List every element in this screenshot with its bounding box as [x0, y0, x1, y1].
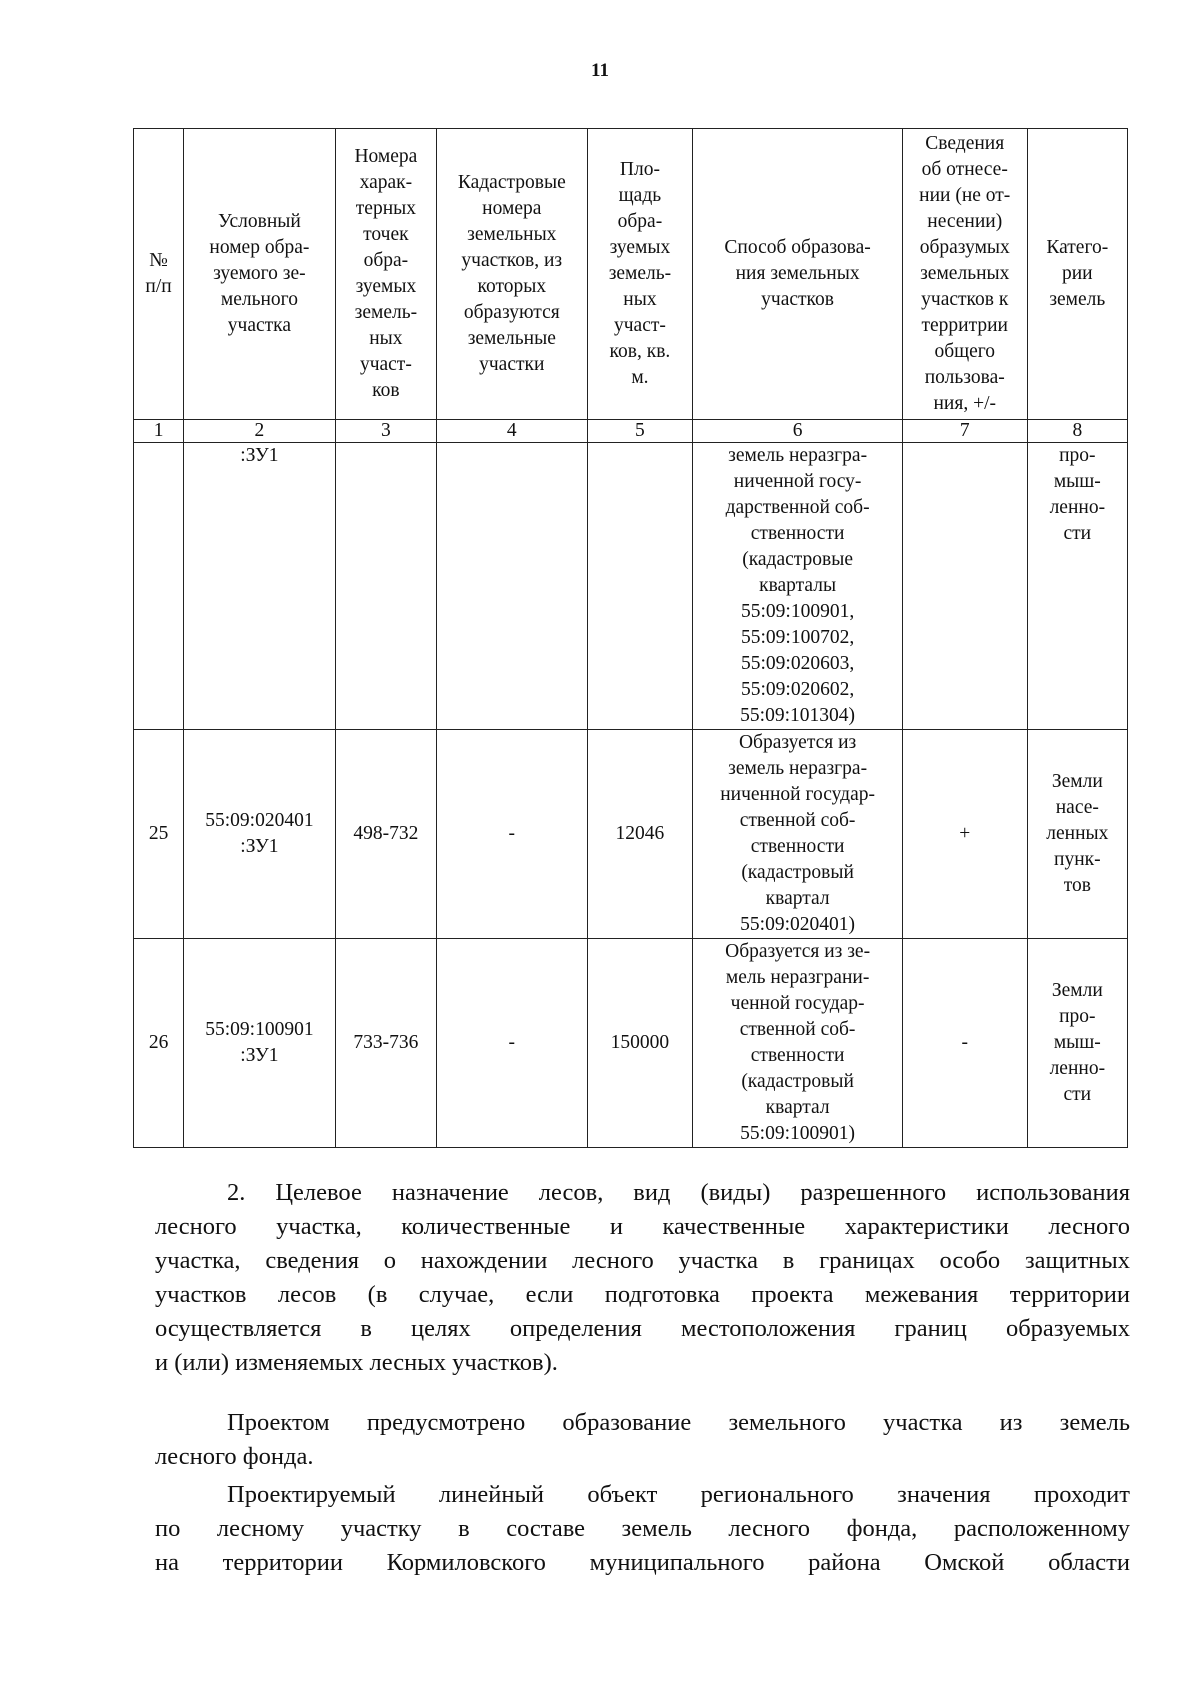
cadastral-numbers: - — [437, 939, 587, 1148]
column-number: 3 — [335, 420, 436, 443]
cell-line: земель неразгра- — [728, 445, 868, 466]
cell-line: Способ образова- — [724, 237, 871, 258]
land-category — [1027, 939, 1127, 1148]
cell-line: ственности — [750, 523, 845, 544]
cell-line: номера — [482, 198, 542, 219]
row-number — [134, 443, 184, 730]
cell-line: ниченной госу- — [733, 471, 862, 492]
cell-line: ных — [369, 328, 403, 349]
cell-line: ниченной государ- — [720, 784, 875, 805]
cell-line: Кадастровые — [457, 172, 566, 193]
cell-line: (кадастровый — [741, 862, 854, 883]
cell-line: ственной соб- — [739, 810, 856, 831]
text-line: лесного фонда. — [155, 1443, 314, 1470]
cell-line: ственной соб- — [739, 1019, 856, 1040]
table-row — [134, 730, 1128, 939]
conditional-number — [184, 730, 336, 939]
cell-line: кварталы — [759, 575, 837, 596]
cell-line: 55:09:100901) — [740, 1123, 856, 1144]
cell-line: 55:09:020602, — [740, 679, 855, 700]
cell-line: квартал — [765, 888, 830, 909]
header-cell — [693, 129, 902, 420]
cadastral-numbers: - — [437, 730, 587, 939]
cell-line: земель- — [354, 302, 418, 323]
cell-line: земельных — [920, 263, 1010, 284]
cell-line: Катего- — [1046, 237, 1109, 258]
table-header-row — [134, 129, 1128, 420]
text-line: 2. Целевое назначение лесов, вид (виды) разрешенного использования — [227, 1179, 1130, 1206]
cell-line: обра- — [363, 250, 409, 271]
cell-line: ния, +/- — [933, 393, 996, 414]
paragraph-linear-object — [155, 1478, 1130, 1580]
cell-line: дарственной соб- — [725, 497, 870, 518]
cell-line: Пло- — [619, 159, 660, 180]
land-category — [1027, 443, 1127, 730]
header-cell — [587, 129, 693, 420]
cell-line: зуемых — [355, 276, 417, 297]
cell-line: мыш- — [1053, 1032, 1101, 1053]
boundary-points: 498-732 — [335, 730, 436, 939]
cell-line: территрии — [921, 315, 1008, 336]
boundary-points: 733-736 — [335, 939, 436, 1148]
cell-line: участка — [227, 315, 292, 336]
section-2-heading — [155, 1176, 1130, 1380]
conditional-number: :ЗУ1 — [184, 443, 336, 730]
cell-line: тов — [1063, 875, 1091, 896]
formation-method — [693, 939, 902, 1148]
text-line: Проектом предусмотрено образование земельного участка из земель — [227, 1409, 1130, 1436]
cell-line: ственности — [750, 836, 845, 857]
cell-line: ленно- — [1049, 1058, 1106, 1079]
cell-line: про- — [1059, 445, 1096, 466]
cell-line: харак- — [359, 172, 413, 193]
cell-line: участков, из — [461, 250, 563, 271]
public-use-flag: - — [902, 939, 1027, 1148]
cell-line: ственности — [750, 1045, 845, 1066]
cell-line: квартал — [765, 1097, 830, 1118]
column-number: 8 — [1027, 420, 1127, 443]
cell-line: участ- — [613, 315, 666, 336]
table-row — [134, 939, 1128, 1148]
land-plots-table — [133, 128, 1128, 1148]
paragraph-forest-plot — [155, 1406, 1130, 1474]
cell-line: участков к — [921, 289, 1009, 310]
cell-line: Образуется из — [738, 732, 857, 753]
formation-method — [693, 730, 902, 939]
cell-line: терных — [355, 198, 416, 219]
text-line: осуществляется в целях определения местоположения границ образуемых — [155, 1315, 1130, 1342]
header-cell — [134, 129, 184, 420]
cell-line: общего — [934, 341, 996, 362]
cell-line: образумых — [919, 237, 1010, 258]
column-number: 5 — [587, 420, 693, 443]
cell-line: насе- — [1055, 797, 1099, 818]
cell-line: нии (не от- — [919, 185, 1011, 206]
cell-line: ков, кв. — [609, 341, 671, 362]
cell-line: :ЗУ1 — [240, 1045, 279, 1066]
header-cell — [335, 129, 436, 420]
formation-method — [693, 443, 902, 730]
cell-line: п/п — [145, 276, 172, 297]
cell-line: участков — [761, 289, 835, 310]
text-line: участка, сведения о нахождении лесного участка в границах особо защитных — [155, 1247, 1130, 1274]
cell-line: ченной государ- — [730, 993, 865, 1014]
cell-line: ных — [623, 289, 657, 310]
cell-line: несении) — [927, 211, 1003, 232]
cell-line: 55:09:100901, — [740, 601, 855, 622]
cell-line: зуемых — [609, 237, 671, 258]
column-number: 2 — [184, 420, 336, 443]
row-number: 25 — [134, 730, 184, 939]
cell-line: ния земельных — [735, 263, 860, 284]
cell-line: 55:09:100702, — [740, 627, 855, 648]
cell-line: Земли — [1051, 980, 1103, 1001]
column-number: 4 — [437, 420, 587, 443]
cell-line: пунк- — [1054, 849, 1101, 870]
cell-line: Условный — [218, 211, 301, 232]
cell-line: пользова- — [924, 367, 1005, 388]
cell-line: м. — [631, 367, 649, 388]
text-line: участков лесов (в случае, если подготовка проекта межевания территории — [155, 1281, 1130, 1308]
cell-line: :ЗУ1 — [240, 836, 279, 857]
table-row — [134, 443, 1128, 730]
cell-line: земель- — [608, 263, 672, 284]
area — [587, 443, 693, 730]
cell-line: земельных — [467, 224, 557, 245]
cell-line: ленно- — [1049, 497, 1106, 518]
cell-line: земель — [1049, 289, 1106, 310]
cell-line: 55:09:020603, — [740, 653, 855, 674]
boundary-points — [335, 443, 436, 730]
area: 150000 — [587, 939, 693, 1148]
header-cell — [902, 129, 1027, 420]
cell-line: 55:09:020401 — [205, 810, 314, 831]
cell-line: образуются — [463, 302, 560, 323]
text-line: и (или) изменяемых лесных участков). — [155, 1349, 558, 1376]
cell-line: 55:09:100901 — [205, 1019, 314, 1040]
cell-line: зуемого зе- — [213, 263, 306, 284]
header-cell — [184, 129, 336, 420]
row-number: 26 — [134, 939, 184, 1148]
cell-line: (кадастровый — [741, 1071, 854, 1092]
cell-line: мыш- — [1053, 471, 1101, 492]
text-line: Проектируемый линейный объект регионального значения проходит — [227, 1481, 1130, 1508]
cadastral-numbers — [437, 443, 587, 730]
cell-line: обра- — [617, 211, 663, 232]
conditional-number — [184, 939, 336, 1148]
cell-line: земельные — [467, 328, 556, 349]
column-number: 7 — [902, 420, 1027, 443]
cell-line: щадь — [618, 185, 662, 206]
cell-line: Образуется из зе- — [725, 941, 871, 962]
cell-line: номер обра- — [209, 237, 310, 258]
cell-line: 55:09:020401) — [740, 914, 856, 935]
cell-line: Сведения — [925, 133, 1005, 154]
public-use-flag — [902, 443, 1027, 730]
cell-line: участ- — [359, 354, 412, 375]
cell-line: рии — [1062, 263, 1093, 284]
cell-line: земель неразгра- — [728, 758, 868, 779]
cell-line: участки — [479, 354, 545, 375]
header-cell — [1027, 129, 1127, 420]
header-cell — [437, 129, 587, 420]
cell-line: мельного — [220, 289, 298, 310]
area: 12046 — [587, 730, 693, 939]
column-number-row — [134, 420, 1128, 443]
cell-line: которых — [477, 276, 547, 297]
cell-line: сти — [1063, 1084, 1092, 1105]
cell-line: мель неразграни- — [725, 967, 870, 988]
cell-line: сти — [1063, 523, 1092, 544]
page-number: 11 — [591, 60, 609, 81]
cell-line: № — [149, 250, 168, 271]
cell-line: Номера — [354, 146, 418, 167]
cell-line: об отнесе- — [921, 159, 1008, 180]
column-number: 1 — [134, 420, 184, 443]
land-category — [1027, 730, 1127, 939]
cell-line: (кадастровые — [742, 549, 853, 570]
cell-line: ков — [372, 380, 400, 401]
text-line: лесного участка, количественные и качественные характеристики лесного — [155, 1213, 1130, 1240]
cell-line: точек — [363, 224, 409, 245]
text-line: на территории Кормиловского муниципального района Омской области — [155, 1549, 1130, 1576]
text-line: по лесному участку в составе земель лесного фонда, расположенному — [155, 1515, 1130, 1542]
cell-line: 55:09:101304) — [740, 705, 856, 726]
public-use-flag: + — [902, 730, 1027, 939]
cell-line: про- — [1059, 1006, 1096, 1027]
column-number: 6 — [693, 420, 902, 443]
cell-line: ленных — [1046, 823, 1109, 844]
cell-line: Земли — [1051, 771, 1103, 792]
